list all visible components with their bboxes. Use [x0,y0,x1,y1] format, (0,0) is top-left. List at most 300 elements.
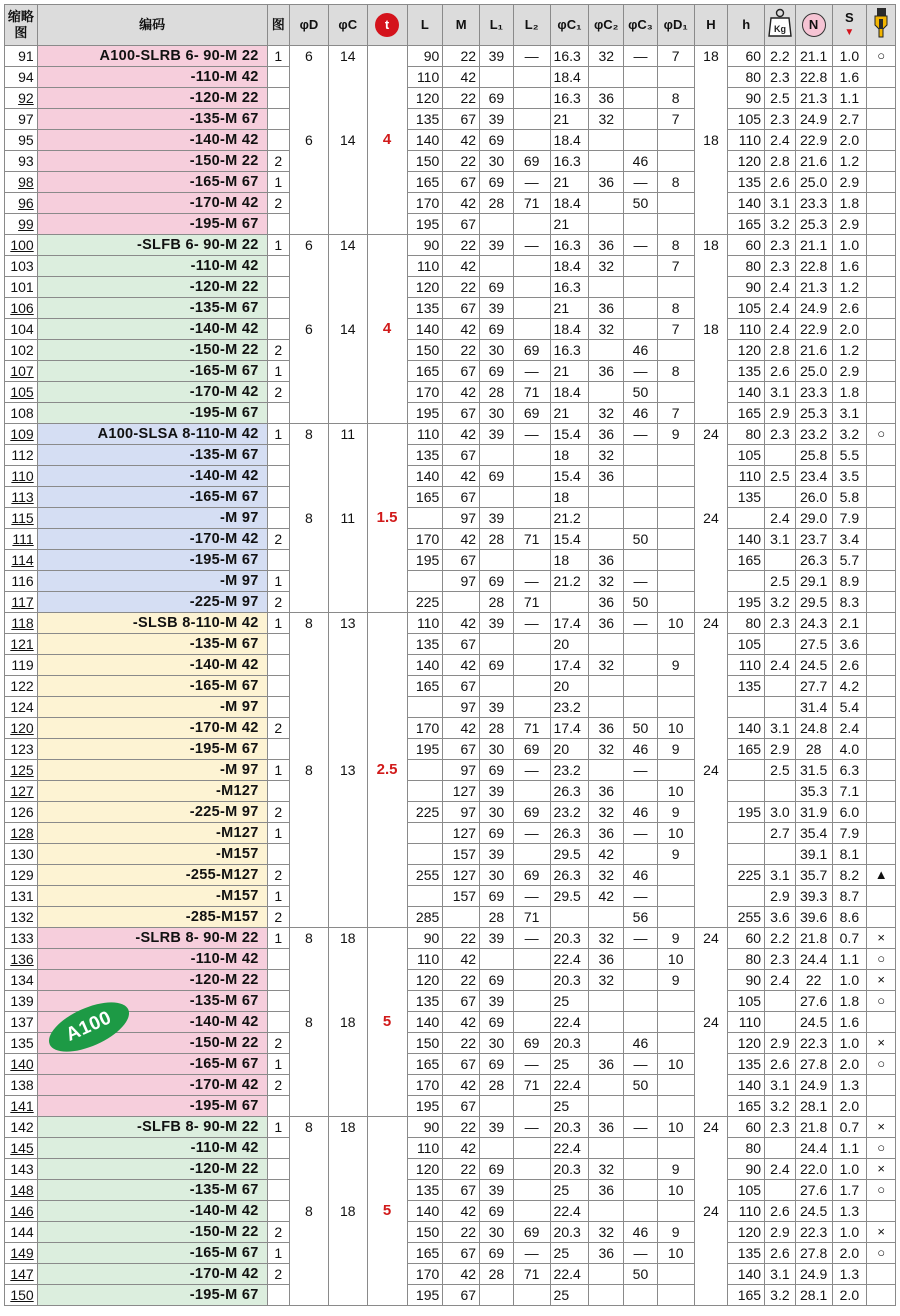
index-number: 148 [10,1182,34,1198]
cell-l: 195 [407,403,443,424]
cell-h-small: 140 [728,529,765,550]
cell-l1: 39 [480,991,514,1012]
cell-diameter-c [328,277,367,298]
cell-c2: 42 [589,886,624,907]
cell-figure [267,67,289,88]
cell-s: 6.0 [832,802,867,823]
cell-c2: 32 [589,970,624,991]
header-t [367,5,407,46]
index-number: 132 [10,909,34,925]
cell-code: -150-M 22 [37,1222,267,1243]
table-row [5,571,896,592]
cell-mark: ○ [867,1180,896,1201]
cell-l: 110 [407,613,443,634]
cell-weight: 2.3 [765,67,796,88]
cell-n: 39.3 [795,886,832,907]
cell-c3: 46 [624,403,658,424]
cell-n: 26.3 [795,550,832,571]
cell-c2: 36 [589,613,624,634]
cell-c1: 16.3 [550,46,589,67]
cell-figure: 2 [267,382,289,403]
cell-l2 [513,991,550,1012]
table-row [5,865,896,886]
cell-weight: 2.9 [765,739,796,760]
cell-height-h-big [694,1033,728,1054]
cell-index [5,802,38,823]
cell-c2 [589,277,624,298]
table-body [5,46,896,1306]
cell-m [443,907,480,928]
cell-l: 165 [407,1054,443,1075]
cell-weight: 2.3 [765,109,796,130]
cell-weight: 2.4 [765,130,796,151]
index-number: 109 [10,426,34,442]
cell-code: -170-M 42 [37,1264,267,1285]
cell-c2: 36 [589,550,624,571]
cell-diameter-c [328,991,367,1012]
index-number: 146 [10,1203,34,1219]
cell-h-small [728,571,765,592]
cell-c1: 29.5 [550,844,589,865]
header-c3: φC₃ [624,5,658,46]
table-row [5,1033,896,1054]
cell-l2 [513,1201,550,1222]
cell-thickness-t [367,151,407,172]
cell-d1: 8 [657,172,694,193]
index-number: 97 [18,111,34,127]
cell-s: 1.0 [832,970,867,991]
cell-c1: 25 [550,1054,589,1075]
cell-n: 22.0 [795,1159,832,1180]
cell-h-small: 110 [728,655,765,676]
cell-c3: — [624,760,658,781]
cell-m: 42 [443,319,480,340]
cell-h-small: 140 [728,193,765,214]
cell-thickness-t [367,739,407,760]
cell-l2: 69 [513,403,550,424]
cell-c1: 18 [550,550,589,571]
cell-diameter-c [328,109,367,130]
cell-d1 [657,592,694,613]
index-number: 118 [11,615,34,631]
cell-l2 [513,1096,550,1117]
cell-index [5,697,38,718]
cell-c2: 32 [589,109,624,130]
cell-d1 [657,382,694,403]
cell-figure [267,487,289,508]
cell-code: -120-M 22 [37,1159,267,1180]
cell-n: 23.4 [795,466,832,487]
cell-h-small: 120 [728,151,765,172]
cell-m: 22 [443,235,480,256]
cell-c3 [624,1180,658,1201]
cell-c1: 21.2 [550,571,589,592]
cell-l1: 69 [480,571,514,592]
cell-diameter-c [328,1096,367,1117]
cell-code: -SLRB 8- 90-M 22 [37,928,267,949]
cell-s: 2.1 [832,613,867,634]
table-row [5,340,896,361]
index-number: 96 [18,195,34,211]
table-row [5,88,896,109]
table-row [5,634,896,655]
cell-d1 [657,907,694,928]
header-h-big: H [694,5,728,46]
cell-n: 23.7 [795,529,832,550]
index-number: 120 [10,720,34,736]
cell-mark [867,844,896,865]
cell-thickness-t [367,109,407,130]
cell-c1: 16.3 [550,88,589,109]
cell-m: 97 [443,802,480,823]
cell-c2: 32 [589,865,624,886]
cell-l: 140 [407,1012,443,1033]
cell-diameter-d: 8 [290,1117,329,1138]
cell-c2 [589,193,624,214]
cell-l1: 69 [480,1201,514,1222]
cell-s: 1.8 [832,991,867,1012]
cell-height-h-big: 18 [694,319,728,340]
cell-code: -170-M 42 [37,718,267,739]
index-number: 134 [10,972,34,988]
cell-l1: 39 [480,298,514,319]
cell-c3 [624,1012,658,1033]
cell-code: -195-M 67 [37,739,267,760]
cell-m: 42 [443,1012,480,1033]
cell-mark [867,88,896,109]
cell-n: 21.3 [795,88,832,109]
cell-diameter-d [290,823,329,844]
cell-l: 170 [407,529,443,550]
cell-index [5,865,38,886]
cell-m: 42 [443,718,480,739]
index-number: 125 [10,762,34,778]
table-row [5,214,896,235]
cell-c2 [589,1012,624,1033]
table-row [5,193,896,214]
cell-l2: — [513,1054,550,1075]
cell-height-h-big [694,1243,728,1264]
cell-diameter-d: 6 [290,130,329,151]
cell-height-h-big [694,1054,728,1075]
cell-h-small: 135 [728,361,765,382]
cell-l: 120 [407,1159,443,1180]
cell-s: 5.5 [832,445,867,466]
cell-l2: 69 [513,865,550,886]
cell-index [5,1222,38,1243]
cell-c1: 18.4 [550,193,589,214]
cell-m: 67 [443,1243,480,1264]
cell-diameter-d [290,109,329,130]
cell-height-h-big [694,676,728,697]
cell-weight: 2.4 [765,1159,796,1180]
cell-s: 3.2 [832,424,867,445]
cell-h-small: 110 [728,1012,765,1033]
cell-d1: 10 [657,1180,694,1201]
cell-l2: — [513,613,550,634]
cell-code: -135-M 67 [37,109,267,130]
cell-n: 21.1 [795,235,832,256]
cell-thickness-t [367,991,407,1012]
index-number: 91 [18,48,34,64]
cell-diameter-c [328,1222,367,1243]
cell-l: 110 [407,67,443,88]
cell-n: 24.3 [795,613,832,634]
cell-diameter-d [290,466,329,487]
cell-s: 2.9 [832,172,867,193]
cell-l1: 39 [480,508,514,529]
cell-mark [867,802,896,823]
cell-c1: 17.4 [550,655,589,676]
cell-s: 4.0 [832,739,867,760]
cell-thickness-t [367,277,407,298]
cell-index [5,886,38,907]
cell-mark [867,361,896,382]
cell-c3: — [624,235,658,256]
cell-thickness-t [367,88,407,109]
cell-diameter-d [290,67,329,88]
cell-c2: 32 [589,256,624,277]
cell-l: 170 [407,718,443,739]
cell-c1: 21 [550,403,589,424]
cell-thickness-t [367,697,407,718]
cell-h-small [728,781,765,802]
cell-mark [867,151,896,172]
cell-c1: 22.4 [550,1075,589,1096]
cell-c2: 36 [589,1243,624,1264]
cell-c2: 36 [589,172,624,193]
index-number: 139 [10,993,34,1009]
cell-height-h-big [694,172,728,193]
cell-m: 67 [443,361,480,382]
cell-diameter-d [290,886,329,907]
cell-index [5,844,38,865]
cell-diameter-c: 18 [328,1012,367,1033]
table-row [5,1222,896,1243]
cell-c3 [624,214,658,235]
cell-figure [267,1159,289,1180]
cell-weight: 3.1 [765,193,796,214]
cell-thickness-t [367,1054,407,1075]
cell-h-small: 140 [728,718,765,739]
cell-mark [867,1264,896,1285]
cell-l1 [480,67,514,88]
cell-height-h-big [694,466,728,487]
cell-height-h-big: 24 [694,613,728,634]
cell-d1: 10 [657,718,694,739]
table-row [5,802,896,823]
cell-figure [267,214,289,235]
cell-l2: — [513,571,550,592]
cell-d1 [657,193,694,214]
cell-n: 26.0 [795,487,832,508]
cell-n: 24.8 [795,718,832,739]
cell-diameter-d [290,529,329,550]
cell-weight: 2.3 [765,424,796,445]
cell-d1 [657,130,694,151]
cell-index [5,151,38,172]
cell-weight: 2.6 [765,1201,796,1222]
cell-h-small: 80 [728,1138,765,1159]
cell-thickness-t [367,424,407,445]
cell-c1: 23.2 [550,760,589,781]
cell-diameter-d [290,1033,329,1054]
cell-h-small: 110 [728,319,765,340]
cell-index [5,655,38,676]
cell-thickness-t [367,571,407,592]
cell-d1 [657,991,694,1012]
cell-figure [267,298,289,319]
cell-l [407,697,443,718]
cell-d1 [657,1033,694,1054]
cell-weight: 2.4 [765,298,796,319]
cell-code: -140-M 42 [37,1012,267,1033]
cell-c2 [589,1264,624,1285]
cell-d1 [657,214,694,235]
cell-c3: — [624,1054,658,1075]
cell-c1: 17.4 [550,613,589,634]
cell-thickness-t [367,1117,407,1138]
cell-figure [267,403,289,424]
cell-d1: 9 [657,739,694,760]
cell-d1: 9 [657,1222,694,1243]
cell-figure [267,88,289,109]
cell-code: -195-M 67 [37,550,267,571]
cell-c3 [624,445,658,466]
cell-l2 [513,277,550,298]
cell-s: 1.2 [832,277,867,298]
cell-c1: 21.2 [550,508,589,529]
cell-h-small: 60 [728,1117,765,1138]
header-l2: L₂ [513,5,550,46]
cell-c3: — [624,571,658,592]
cell-d1 [657,1075,694,1096]
cell-n: 25.3 [795,403,832,424]
cell-l2 [513,466,550,487]
cell-d1: 9 [657,424,694,445]
index-number: 92 [18,90,34,106]
cell-height-h-big [694,277,728,298]
cell-l2 [513,1180,550,1201]
cell-diameter-d [290,676,329,697]
cell-diameter-d [290,193,329,214]
cell-thickness-t [367,1222,407,1243]
cell-diameter-c [328,1033,367,1054]
cell-m: 42 [443,1138,480,1159]
cell-m: 42 [443,424,480,445]
cell-l: 110 [407,256,443,277]
cell-mark [867,67,896,88]
cell-height-h-big: 24 [694,1201,728,1222]
cell-c3: 50 [624,382,658,403]
cell-code: -M 97 [37,571,267,592]
index-number: 106 [10,300,34,316]
cell-figure [267,697,289,718]
cell-index [5,928,38,949]
cell-l1: 30 [480,739,514,760]
cell-n: 21.6 [795,340,832,361]
cell-h-small: 105 [728,1180,765,1201]
cell-h-small: 110 [728,466,765,487]
cell-weight: 2.4 [765,508,796,529]
cell-c1: 16.3 [550,235,589,256]
cell-m: 157 [443,886,480,907]
cell-m: 67 [443,109,480,130]
cell-thickness-t: 5 [367,1201,407,1222]
cell-s: 1.6 [832,1012,867,1033]
cell-c2 [589,1075,624,1096]
cell-n: 39.1 [795,844,832,865]
cell-d1: 9 [657,1159,694,1180]
cell-l1 [480,1096,514,1117]
cell-s: 2.4 [832,718,867,739]
cell-l: 195 [407,214,443,235]
cell-h-small: 140 [728,1264,765,1285]
cell-c1: 25 [550,1096,589,1117]
cell-h-small: 120 [728,340,765,361]
cell-s: 1.6 [832,256,867,277]
cell-index [5,613,38,634]
cell-l: 140 [407,655,443,676]
cell-d1 [657,1138,694,1159]
cell-c2 [589,907,624,928]
cell-h-small: 105 [728,109,765,130]
cell-d1: 9 [657,928,694,949]
cell-d1: 7 [657,403,694,424]
cell-l [407,823,443,844]
cell-d1 [657,529,694,550]
index-number: 112 [11,447,34,463]
cell-l: 110 [407,1138,443,1159]
cell-diameter-c: 13 [328,613,367,634]
cell-code: -150-M 22 [37,1033,267,1054]
cell-weight: 2.3 [765,949,796,970]
cell-c2: 36 [589,718,624,739]
cell-l: 140 [407,466,443,487]
cell-index [5,823,38,844]
cell-index [5,1012,38,1033]
cell-l1 [480,445,514,466]
index-number: 121 [10,636,34,652]
table-row [5,718,896,739]
cell-index [5,130,38,151]
header-l1: L₁ [480,5,514,46]
cell-mark: × [867,970,896,991]
cell-diameter-d [290,781,329,802]
cell-l: 285 [407,907,443,928]
cell-d1 [657,1264,694,1285]
cell-s: 1.6 [832,67,867,88]
cell-thickness-t [367,655,407,676]
cell-n: 25.0 [795,172,832,193]
cell-n: 22.8 [795,67,832,88]
cell-diameter-c [328,1285,367,1306]
header-figure: 图 [267,5,289,46]
cell-c2: 32 [589,1159,624,1180]
cell-thickness-t [367,1243,407,1264]
cell-code: -150-M 22 [37,151,267,172]
cell-l1: 28 [480,1075,514,1096]
cell-l1: 69 [480,1159,514,1180]
cell-diameter-d [290,655,329,676]
cell-height-h-big [694,340,728,361]
cell-l2 [513,88,550,109]
cell-l1 [480,487,514,508]
cell-d1: 10 [657,1054,694,1075]
table-row [5,151,896,172]
cell-diameter-c [328,256,367,277]
index-number: 126 [10,804,34,820]
